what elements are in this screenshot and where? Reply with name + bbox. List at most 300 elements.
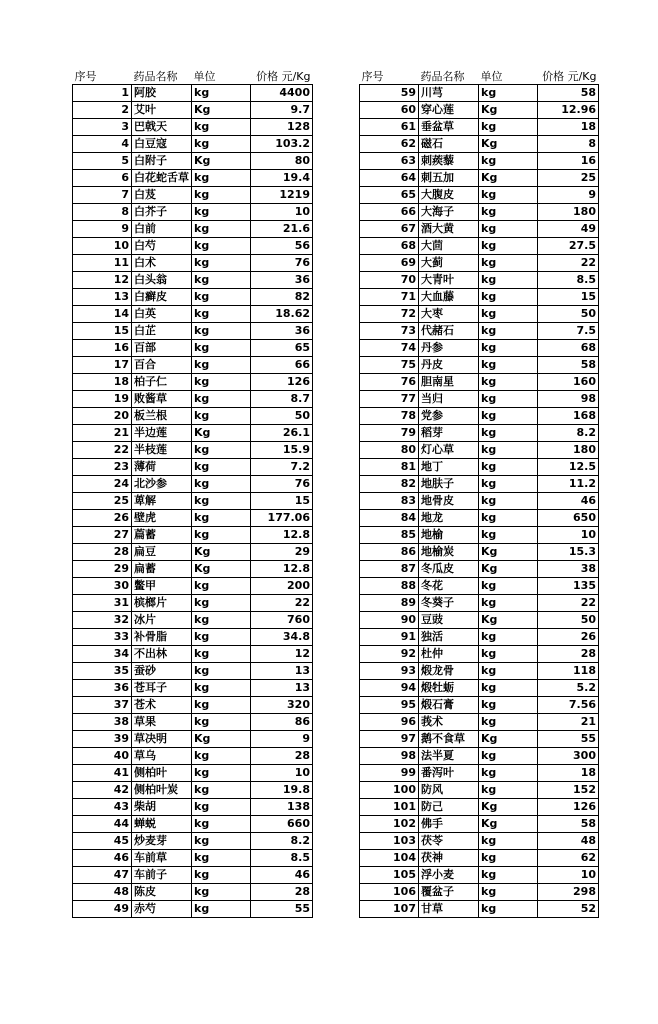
cell-price: 650	[538, 510, 599, 527]
cell-index: 48	[73, 884, 132, 901]
cell-drug-name: 鹅不食草	[419, 731, 479, 748]
cell-index: 1	[73, 85, 132, 102]
cell-price: 128	[251, 119, 313, 136]
cell-drug-name: 大茴	[419, 238, 479, 255]
cell-price: 46	[538, 493, 599, 510]
cell-drug-name: 白术	[132, 255, 192, 272]
cell-drug-name: 地骨皮	[419, 493, 479, 510]
cell-unit: kg	[479, 646, 538, 663]
table-row	[360, 408, 599, 425]
cell-price: 7.56	[538, 697, 599, 714]
cell-drug-name: 煅龙骨	[419, 663, 479, 680]
cell-price: 34.8	[251, 629, 313, 646]
cell-index: 72	[360, 306, 419, 323]
cell-unit: Kg	[192, 731, 251, 748]
cell-index: 17	[73, 357, 132, 374]
table-row	[360, 680, 599, 697]
cell-price: 126	[251, 374, 313, 391]
cell-index: 36	[73, 680, 132, 697]
cell-unit: kg	[192, 493, 251, 510]
cell-drug-name: 槟榔片	[132, 595, 192, 612]
cell-index: 40	[73, 748, 132, 765]
cell-unit: Kg	[192, 544, 251, 561]
cell-unit: kg	[479, 425, 538, 442]
cell-price: 320	[251, 697, 313, 714]
cell-unit: kg	[192, 833, 251, 850]
cell-drug-name: 代赭石	[419, 323, 479, 340]
cell-drug-name: 甘草	[419, 901, 479, 918]
table-row	[73, 102, 313, 119]
cell-price: 27.5	[538, 238, 599, 255]
cell-drug-name: 草果	[132, 714, 192, 731]
cell-drug-name: 大蓟	[419, 255, 479, 272]
table-row	[360, 884, 599, 901]
cell-unit: kg	[192, 663, 251, 680]
cell-index: 82	[360, 476, 419, 493]
table-row	[73, 340, 313, 357]
cell-index: 19	[73, 391, 132, 408]
table-row	[360, 272, 599, 289]
cell-price: 298	[538, 884, 599, 901]
cell-drug-name: 垂盆草	[419, 119, 479, 136]
cell-unit: kg	[479, 850, 538, 867]
cell-drug-name: 白芍	[132, 238, 192, 255]
cell-price: 66	[251, 357, 313, 374]
cell-index: 87	[360, 561, 419, 578]
cell-unit: kg	[479, 255, 538, 272]
cell-unit: kg	[192, 119, 251, 136]
table-row	[360, 442, 599, 459]
cell-price: 8.7	[251, 391, 313, 408]
cell-index: 15	[73, 323, 132, 340]
cell-drug-name: 扁蓄	[132, 561, 192, 578]
cell-unit: kg	[192, 374, 251, 391]
cell-unit: Kg	[479, 544, 538, 561]
cell-index: 66	[360, 204, 419, 221]
table-row	[73, 493, 313, 510]
cell-index: 25	[73, 493, 132, 510]
cell-price: 180	[538, 442, 599, 459]
table-row	[73, 153, 313, 170]
cell-unit: kg	[479, 629, 538, 646]
cell-drug-name: 佛手	[419, 816, 479, 833]
table-row	[360, 612, 599, 629]
cell-drug-name: 炒麦芽	[132, 833, 192, 850]
cell-index: 103	[360, 833, 419, 850]
cell-price: 8.2	[251, 833, 313, 850]
cell-price: 760	[251, 612, 313, 629]
cell-drug-name: 番泻叶	[419, 765, 479, 782]
table-row	[73, 357, 313, 374]
cell-unit: kg	[479, 289, 538, 306]
cell-index: 84	[360, 510, 419, 527]
table-row	[73, 187, 313, 204]
table-row	[73, 323, 313, 340]
table-row	[73, 255, 313, 272]
cell-price: 8.2	[538, 425, 599, 442]
cell-drug-name: 冬葵子	[419, 595, 479, 612]
header-name: 药品名称	[133, 70, 178, 83]
cell-price: 13	[251, 663, 313, 680]
cell-unit: kg	[192, 306, 251, 323]
cell-unit: kg	[479, 782, 538, 799]
cell-unit: kg	[479, 306, 538, 323]
table-row	[360, 459, 599, 476]
cell-drug-name: 白芷	[132, 323, 192, 340]
cell-drug-name: 北沙参	[132, 476, 192, 493]
cell-index: 20	[73, 408, 132, 425]
table-row	[73, 867, 313, 884]
cell-index: 75	[360, 357, 419, 374]
cell-drug-name: 白前	[132, 221, 192, 238]
table-row	[73, 221, 313, 238]
cell-unit: kg	[479, 510, 538, 527]
cell-unit: Kg	[479, 731, 538, 748]
cell-price: 22	[538, 595, 599, 612]
cell-unit: kg	[192, 272, 251, 289]
cell-unit: kg	[479, 748, 538, 765]
cell-drug-name: 胆南星	[419, 374, 479, 391]
table-row	[360, 578, 599, 595]
cell-unit: kg	[479, 238, 538, 255]
cell-price: 15	[251, 493, 313, 510]
cell-drug-name: 党参	[419, 408, 479, 425]
cell-price: 19.8	[251, 782, 313, 799]
cell-index: 3	[73, 119, 132, 136]
cell-index: 85	[360, 527, 419, 544]
table-header	[73, 68, 313, 85]
header-price: 价格 元/Kg	[256, 70, 311, 83]
cell-unit: kg	[192, 578, 251, 595]
cell-unit: kg	[192, 204, 251, 221]
cell-drug-name: 杜仲	[419, 646, 479, 663]
cell-price: 50	[538, 306, 599, 323]
cell-unit: kg	[192, 238, 251, 255]
cell-drug-name: 百部	[132, 340, 192, 357]
cell-unit: kg	[479, 221, 538, 238]
cell-price: 98	[538, 391, 599, 408]
cell-index: 30	[73, 578, 132, 595]
table-row	[73, 816, 313, 833]
cell-index: 33	[73, 629, 132, 646]
cell-index: 76	[360, 374, 419, 391]
table-row	[360, 816, 599, 833]
cell-index: 99	[360, 765, 419, 782]
table-row	[73, 680, 313, 697]
table-row	[73, 714, 313, 731]
cell-price: 50	[251, 408, 313, 425]
cell-unit: kg	[192, 340, 251, 357]
cell-drug-name: 防己	[419, 799, 479, 816]
cell-drug-name: 半枝莲	[132, 442, 192, 459]
table-row	[360, 238, 599, 255]
cell-index: 107	[360, 901, 419, 918]
cell-unit: kg	[479, 204, 538, 221]
cell-unit: Kg	[479, 102, 538, 119]
cell-unit: kg	[479, 476, 538, 493]
cell-unit: kg	[479, 595, 538, 612]
table-row	[360, 510, 599, 527]
table-row	[360, 561, 599, 578]
cell-drug-name: 苍耳子	[132, 680, 192, 697]
cell-drug-name: 地丁	[419, 459, 479, 476]
cell-index: 74	[360, 340, 419, 357]
cell-index: 13	[73, 289, 132, 306]
cell-price: 200	[251, 578, 313, 595]
cell-drug-name: 豆豉	[419, 612, 479, 629]
cell-price: 168	[538, 408, 599, 425]
cell-price: 8.5	[538, 272, 599, 289]
cell-price: 1219	[251, 187, 313, 204]
cell-drug-name: 大青叶	[419, 272, 479, 289]
table-row	[73, 476, 313, 493]
cell-unit: kg	[192, 221, 251, 238]
cell-unit: kg	[479, 901, 538, 918]
cell-index: 14	[73, 306, 132, 323]
cell-unit: kg	[192, 391, 251, 408]
cell-price: 21.6	[251, 221, 313, 238]
cell-price: 28	[538, 646, 599, 663]
table-row	[73, 408, 313, 425]
cell-drug-name: 赤芍	[132, 901, 192, 918]
cell-unit: kg	[192, 765, 251, 782]
cell-index: 97	[360, 731, 419, 748]
header-price: 价格 元/Kg	[542, 70, 597, 83]
cell-drug-name: 覆盆子	[419, 884, 479, 901]
cell-index: 49	[73, 901, 132, 918]
cell-drug-name: 地榆炭	[419, 544, 479, 561]
table-row	[73, 442, 313, 459]
cell-unit: kg	[192, 170, 251, 187]
cell-price: 12.96	[538, 102, 599, 119]
cell-index: 47	[73, 867, 132, 884]
cell-index: 59	[360, 85, 419, 102]
cell-index: 4	[73, 136, 132, 153]
cell-index: 104	[360, 850, 419, 867]
cell-price: 25	[538, 170, 599, 187]
cell-drug-name: 巴戟天	[132, 119, 192, 136]
table-row	[73, 799, 313, 816]
header-unit: 单位	[193, 70, 216, 83]
cell-index: 29	[73, 561, 132, 578]
cell-index: 83	[360, 493, 419, 510]
cell-drug-name: 大血藤	[419, 289, 479, 306]
cell-unit: Kg	[479, 612, 538, 629]
cell-price: 26	[538, 629, 599, 646]
cell-price: 152	[538, 782, 599, 799]
cell-index: 61	[360, 119, 419, 136]
cell-drug-name: 白英	[132, 306, 192, 323]
cell-price: 138	[251, 799, 313, 816]
cell-drug-name: 茯苓	[419, 833, 479, 850]
cell-drug-name: 补骨脂	[132, 629, 192, 646]
cell-drug-name: 蝉蜕	[132, 816, 192, 833]
cell-price: 5.2	[538, 680, 599, 697]
cell-price: 13	[251, 680, 313, 697]
cell-price: 4400	[251, 85, 313, 102]
cell-unit: Kg	[479, 136, 538, 153]
header-index: 序号	[361, 70, 384, 83]
cell-price: 12.5	[538, 459, 599, 476]
cell-unit: kg	[192, 323, 251, 340]
cell-price: 58	[538, 357, 599, 374]
cell-drug-name: 陈皮	[132, 884, 192, 901]
cell-drug-name: 酒大黄	[419, 221, 479, 238]
table-row	[73, 204, 313, 221]
cell-price: 76	[251, 476, 313, 493]
cell-drug-name: 丹皮	[419, 357, 479, 374]
cell-drug-name: 独活	[419, 629, 479, 646]
cell-unit: Kg	[479, 561, 538, 578]
cell-index: 44	[73, 816, 132, 833]
cell-price: 48	[538, 833, 599, 850]
cell-price: 103.2	[251, 136, 313, 153]
table-row	[360, 748, 599, 765]
cell-price: 177.06	[251, 510, 313, 527]
table-row	[73, 833, 313, 850]
cell-unit: kg	[479, 697, 538, 714]
cell-index: 23	[73, 459, 132, 476]
cell-drug-name: 白花蛇舌草	[132, 170, 192, 187]
cell-index: 106	[360, 884, 419, 901]
cell-index: 6	[73, 170, 132, 187]
cell-index: 100	[360, 782, 419, 799]
cell-price: 11.2	[538, 476, 599, 493]
cell-unit: kg	[192, 510, 251, 527]
cell-drug-name: 白芨	[132, 187, 192, 204]
cell-index: 37	[73, 697, 132, 714]
cell-index: 9	[73, 221, 132, 238]
cell-index: 5	[73, 153, 132, 170]
cell-drug-name: 煅牡蛎	[419, 680, 479, 697]
cell-price: 8.5	[251, 850, 313, 867]
table-row	[73, 85, 313, 102]
table-row	[360, 833, 599, 850]
cell-unit: kg	[192, 782, 251, 799]
cell-unit: kg	[192, 357, 251, 374]
table-row	[73, 170, 313, 187]
cell-index: 35	[73, 663, 132, 680]
table-row	[360, 867, 599, 884]
table-row	[73, 646, 313, 663]
cell-index: 64	[360, 170, 419, 187]
cell-unit: kg	[479, 187, 538, 204]
table-row	[360, 850, 599, 867]
table-row	[73, 459, 313, 476]
cell-unit: kg	[479, 391, 538, 408]
cell-index: 96	[360, 714, 419, 731]
cell-price: 7.5	[538, 323, 599, 340]
cell-price: 118	[538, 663, 599, 680]
cell-unit: kg	[192, 629, 251, 646]
cell-index: 89	[360, 595, 419, 612]
cell-unit: Kg	[192, 425, 251, 442]
table-body	[360, 85, 599, 918]
cell-price: 55	[251, 901, 313, 918]
cell-price: 18	[538, 119, 599, 136]
table-row	[73, 629, 313, 646]
cell-unit: kg	[192, 867, 251, 884]
cell-index: 38	[73, 714, 132, 731]
cell-drug-name: 草决明	[132, 731, 192, 748]
cell-unit: Kg	[192, 153, 251, 170]
cell-index: 95	[360, 697, 419, 714]
cell-unit: Kg	[192, 561, 251, 578]
table-row	[73, 527, 313, 544]
cell-price: 36	[251, 272, 313, 289]
table-row	[73, 306, 313, 323]
table-row	[73, 765, 313, 782]
cell-drug-name: 莪术	[419, 714, 479, 731]
table-row	[360, 170, 599, 187]
cell-drug-name: 车前子	[132, 867, 192, 884]
cell-drug-name: 刺蒺藜	[419, 153, 479, 170]
cell-index: 68	[360, 238, 419, 255]
cell-unit: kg	[192, 289, 251, 306]
cell-drug-name: 地肤子	[419, 476, 479, 493]
cell-price: 58	[538, 816, 599, 833]
cell-index: 88	[360, 578, 419, 595]
cell-unit: kg	[192, 136, 251, 153]
cell-price: 18	[538, 765, 599, 782]
cell-index: 18	[73, 374, 132, 391]
cell-drug-name: 侧柏叶	[132, 765, 192, 782]
table-body	[73, 85, 313, 918]
cell-unit: kg	[479, 714, 538, 731]
table-row	[360, 153, 599, 170]
cell-drug-name: 半边莲	[132, 425, 192, 442]
cell-index: 32	[73, 612, 132, 629]
cell-drug-name: 侧柏叶炭	[132, 782, 192, 799]
cell-price: 56	[251, 238, 313, 255]
cell-index: 34	[73, 646, 132, 663]
cell-index: 105	[360, 867, 419, 884]
cell-price: 18.62	[251, 306, 313, 323]
table-row	[73, 136, 313, 153]
cell-drug-name: 煅石膏	[419, 697, 479, 714]
cell-index: 60	[360, 102, 419, 119]
table-row	[360, 714, 599, 731]
table-row	[360, 221, 599, 238]
cell-index: 102	[360, 816, 419, 833]
cell-index: 11	[73, 255, 132, 272]
cell-price: 46	[251, 867, 313, 884]
table-row	[360, 629, 599, 646]
cell-drug-name: 稻芽	[419, 425, 479, 442]
table-row	[73, 901, 313, 918]
cell-drug-name: 浮小麦	[419, 867, 479, 884]
cell-unit: kg	[192, 527, 251, 544]
table-row	[360, 204, 599, 221]
cell-drug-name: 川芎	[419, 85, 479, 102]
cell-unit: kg	[192, 85, 251, 102]
cell-drug-name: 白癣皮	[132, 289, 192, 306]
cell-price: 82	[251, 289, 313, 306]
cell-index: 21	[73, 425, 132, 442]
cell-index: 71	[360, 289, 419, 306]
cell-index: 42	[73, 782, 132, 799]
table-row	[360, 901, 599, 918]
table-row	[73, 119, 313, 136]
cell-index: 62	[360, 136, 419, 153]
cell-drug-name: 磁石	[419, 136, 479, 153]
table-row	[73, 238, 313, 255]
cell-unit: kg	[192, 187, 251, 204]
cell-unit: kg	[192, 748, 251, 765]
cell-unit: Kg	[479, 816, 538, 833]
cell-price: 135	[538, 578, 599, 595]
table-row	[360, 663, 599, 680]
